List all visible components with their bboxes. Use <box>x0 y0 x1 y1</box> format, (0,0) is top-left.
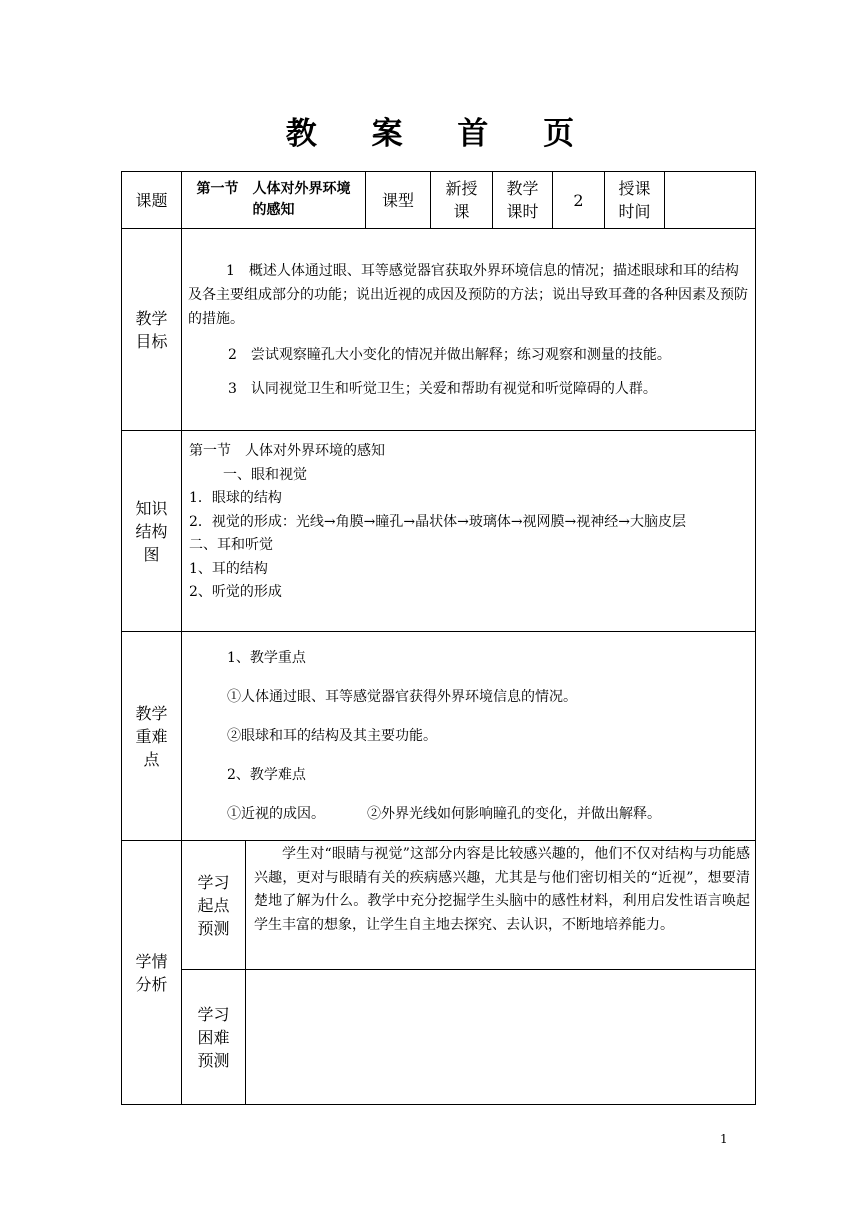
start-label: 学习起点预测 <box>182 841 246 970</box>
focus-item: ②眼球和耳的结构及其主要功能。 <box>227 728 437 744</box>
hours-value: 2 <box>553 172 605 229</box>
goals-content <box>182 229 756 431</box>
start-text: 学生对“眼睛与视觉”这部分内容是比较感兴趣的，他们不仅对结构与功能感兴趣，更对与眼睛有关的疾病感兴趣，尤其是与他们密切相关的“近视”，想要清楚地了解为什么。教学中充分挖掘学生头脑中的感性材料，利用启发性语言唤起学生丰富的想象，让学生自主地去探究、去认识，不断地培养能力。 <box>254 846 750 933</box>
key-points-row <box>122 632 756 841</box>
goal-item: 2 尝试观察瞳孔大小变化的情况并做出解释；练习观察和测量的技能。 <box>228 346 671 363</box>
key-points-content <box>182 632 756 841</box>
knowledge-row <box>122 431 756 632</box>
time-label: 授课时间 <box>605 172 665 229</box>
knowledge-line: 2．视觉的形成：光线→角膜→瞳孔→晶状体→玻璃体→视网膜→视神经→大脑皮层 <box>189 513 687 530</box>
goal-item: 3 认同视觉卫生和听觉卫生；关爱和帮助有视觉和听觉障碍的人群。 <box>228 380 657 397</box>
hours-label: 教学课时 <box>493 172 553 229</box>
focus-title: 1、教学重点 <box>227 650 306 666</box>
knowledge-line: 1．眼球的结构 <box>189 490 282 506</box>
difficulty-b: ②外界光线如何影响瞳孔的变化，并做出解释。 <box>367 806 661 822</box>
difficulty-a: ①近视的成因。 <box>227 806 325 822</box>
knowledge-line: 2、听觉的形成 <box>189 584 282 600</box>
type-label: 课型 <box>366 172 431 229</box>
type-value: 新授课 <box>431 172 493 229</box>
focus-item: ①人体通过眼、耳等感觉器官获得外界环境信息的情况。 <box>227 689 577 705</box>
difficulty-line <box>182 804 755 824</box>
analysis-row-difficulty <box>122 970 756 1105</box>
knowledge-line: 1、耳的结构 <box>189 560 268 577</box>
page-number: 1 <box>720 1132 728 1146</box>
page-title: 教 案 首 页 <box>285 116 597 152</box>
knowledge-line: 二、耳和听觉 <box>189 537 273 553</box>
difficulty-title: 2、教学难点 <box>227 767 306 783</box>
analysis-label: 学情分析 <box>122 841 182 1105</box>
difficulty-predict-label: 学习困难预测 <box>182 970 246 1105</box>
knowledge-line: 第一节 人体对外界环境的感知 <box>189 443 385 459</box>
goals-row <box>122 229 756 431</box>
knowledge-content <box>182 431 756 632</box>
goals-label: 教学目标 <box>122 229 182 431</box>
goal-item: 1 概述人体通过眼、耳等感觉器官获取外界环境信息的情况；描述眼球和耳的结构及各主要组成部分的功能；说出近视的成因及预防的方法；说出导致耳聋的各种因素及预防的措施。 <box>188 262 748 327</box>
analysis-row-start <box>122 841 756 970</box>
lesson-plan-table <box>121 171 756 1105</box>
key-points-label: 教学重难点 <box>122 632 182 841</box>
difficulty-predict-content <box>246 970 756 1105</box>
header-row <box>122 172 756 229</box>
knowledge-line: 一、眼和视觉 <box>223 466 307 483</box>
topic-value: 第一节 人体对外界环境的感知 <box>182 172 366 229</box>
knowledge-label: 知识结构图 <box>122 431 182 632</box>
start-content <box>246 841 756 970</box>
time-value <box>665 172 756 229</box>
topic-label: 课题 <box>122 172 182 229</box>
